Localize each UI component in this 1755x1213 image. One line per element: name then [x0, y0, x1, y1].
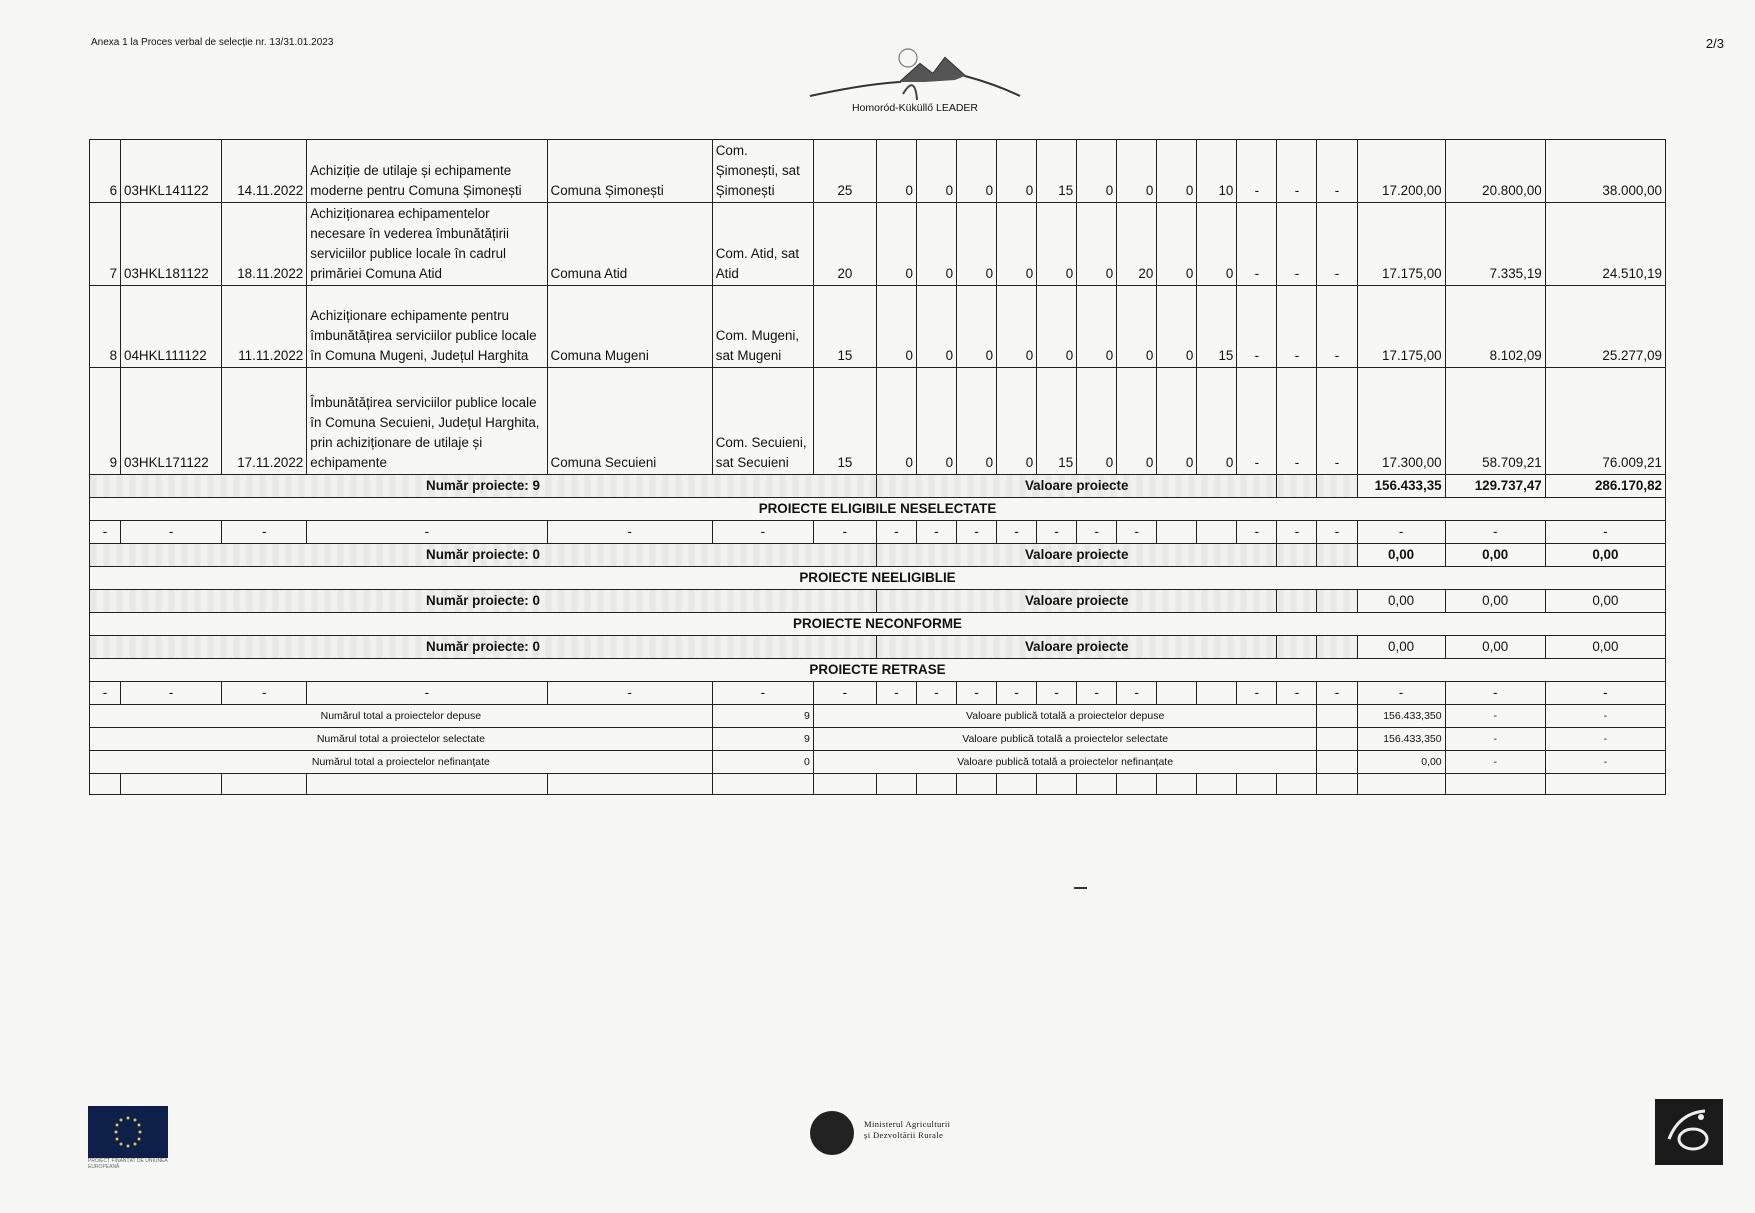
criterion-cell: 0	[917, 286, 957, 368]
stray-mark	[1074, 887, 1087, 889]
public-value-total: 0,00	[1357, 636, 1445, 659]
public-value: 17.175,00	[1357, 286, 1445, 368]
criterion-cell: -	[1237, 203, 1277, 286]
empty-cell	[1317, 774, 1357, 795]
dash-cell: -	[957, 521, 997, 544]
empty-cell	[1157, 774, 1197, 795]
table-row	[90, 203, 1666, 286]
empty-cell	[1277, 636, 1317, 659]
grand-total: 0,00	[1545, 590, 1665, 613]
public-value: 17.300,00	[1357, 368, 1445, 475]
dash-cell: -	[1445, 521, 1545, 544]
totals-row	[90, 705, 1666, 728]
grand-total: 0,00	[1545, 636, 1665, 659]
section-title: PROIECTE RETRASE	[90, 659, 1666, 682]
empty-cell	[1197, 682, 1237, 705]
dash-cell: -	[1117, 682, 1157, 705]
private-value-total: 0,00	[1445, 544, 1545, 567]
empty-cell	[1197, 774, 1237, 795]
grand-total: 286.170,82	[1545, 475, 1665, 498]
section-title: PROIECTE ELIGIBILE NESELECTATE	[90, 498, 1666, 521]
dash-cell: -	[222, 521, 307, 544]
project-count: Număr proiecte: 9	[90, 475, 877, 498]
public-value: 17.175,00	[1357, 203, 1445, 286]
dash-cell: -	[1277, 521, 1317, 544]
empty-cell	[307, 774, 547, 795]
criterion-cell: -	[1317, 140, 1357, 203]
empty-cell	[1545, 774, 1665, 795]
project-location: Com. Atid, sat Atid	[712, 203, 813, 286]
dash-cell: -	[876, 521, 916, 544]
criterion-cell: -	[1277, 203, 1317, 286]
criterion-cell: 0	[917, 140, 957, 203]
project-title: Achiziționare echipamente pentru îmbunătățirea serviciilor publice locale în Comuna Mugeni, Județul Harghita	[307, 286, 547, 368]
dash-cell: -	[1545, 728, 1665, 751]
criterion-cell: 0	[1037, 286, 1077, 368]
section-header	[90, 659, 1666, 682]
section-header	[90, 567, 1666, 590]
empty-dash-row	[90, 682, 1666, 705]
criterion-cell: 0	[1197, 203, 1237, 286]
logo-caption: Homoród-Küküllő LEADER	[851, 102, 979, 114]
dash-cell: -	[813, 682, 876, 705]
criterion-cell: -	[1277, 286, 1317, 368]
criterion-cell: 15	[1037, 140, 1077, 203]
criterion-cell: 20	[1117, 203, 1157, 286]
criterion-cell: 0	[957, 140, 997, 203]
eu-caption: PROIECT FINANȚAT DE UNIUNEA EUROPEANĂ	[88, 1158, 168, 1170]
private-value-total: 0,00	[1445, 636, 1545, 659]
private-value-total: 129.737,47	[1445, 475, 1545, 498]
private-value: 7.335,19	[1445, 203, 1545, 286]
criterion-cell: 0	[1117, 286, 1157, 368]
grand-total: 0,00	[1545, 544, 1665, 567]
totals-value-label: Valoare publică totală a proiectelor depuse	[813, 705, 1317, 728]
totals-count: 0	[712, 751, 813, 774]
dash-cell: -	[957, 682, 997, 705]
empty-dash-row	[90, 521, 1666, 544]
totals-count: 9	[712, 728, 813, 751]
criterion-cell: 15	[1197, 286, 1237, 368]
criterion-cell: 0	[957, 368, 997, 475]
total-value: 76.009,21	[1545, 368, 1665, 475]
dash-cell: -	[1357, 521, 1445, 544]
project-location: Com. Șimonești, sat Șimonești	[712, 140, 813, 203]
ministry-line-2: și Dezvoltării Rurale	[864, 1130, 944, 1140]
criterion-cell: -	[1317, 203, 1357, 286]
criterion-cell: 0	[1077, 203, 1117, 286]
empty-cell	[1317, 590, 1357, 613]
dash-cell: -	[1545, 521, 1665, 544]
dash-cell: -	[997, 521, 1037, 544]
empty-cell	[1317, 728, 1357, 751]
empty-cell	[547, 774, 712, 795]
totals-value: 0,00	[1357, 751, 1445, 774]
empty-cell	[876, 774, 916, 795]
project-code: 03HKL171122	[121, 368, 222, 475]
project-count: Număr proiecte: 0	[90, 544, 877, 567]
criterion-cell: 0	[1157, 140, 1197, 203]
project-applicant: Comuna Șimonești	[547, 140, 712, 203]
dash-cell: -	[712, 682, 813, 705]
criterion-cell: 0	[1077, 286, 1117, 368]
project-title: Achiziție de utilaje și echipamente moderne pentru Comuna Șimonești	[307, 140, 547, 203]
criterion-cell: -	[1317, 286, 1357, 368]
criterion-cell: 0	[997, 140, 1037, 203]
project-title: Achiziționarea echipamentelor necesare în vederea îmbunătățirii serviciilor publice locale în cadrul primăriei Comuna Atid	[307, 203, 547, 286]
romania-coat-of-arms-icon	[810, 1111, 854, 1155]
total-value: 24.510,19	[1545, 203, 1665, 286]
section-title: PROIECTE NEELIGIBLIE	[90, 567, 1666, 590]
empty-cell	[997, 774, 1037, 795]
empty-cell	[1157, 682, 1197, 705]
leader-logo-icon	[1655, 1099, 1723, 1165]
totals-count: 9	[712, 705, 813, 728]
project-score: 20	[813, 203, 876, 286]
empty-cell	[1317, 636, 1357, 659]
project-count: Număr proiecte: 0	[90, 636, 877, 659]
empty-cell	[1117, 774, 1157, 795]
empty-cell	[1277, 774, 1317, 795]
criterion-cell: 0	[876, 286, 916, 368]
criterion-cell: 0	[1077, 140, 1117, 203]
empty-cell	[1277, 544, 1317, 567]
criterion-cell: 0	[1157, 368, 1197, 475]
dash-cell: -	[547, 521, 712, 544]
dash-cell: -	[917, 521, 957, 544]
project-nr: 6	[90, 140, 121, 203]
private-value: 58.709,21	[1445, 368, 1545, 475]
criterion-cell: -	[1277, 368, 1317, 475]
dash-cell: -	[1077, 682, 1117, 705]
project-score: 15	[813, 368, 876, 475]
criterion-cell: 0	[1077, 368, 1117, 475]
empty-row	[90, 774, 1666, 795]
eu-flag-icon	[88, 1106, 168, 1158]
dash-cell: -	[1545, 705, 1665, 728]
ministry-name	[864, 1119, 950, 1141]
public-value: 17.200,00	[1357, 140, 1445, 203]
criterion-cell: 0	[876, 203, 916, 286]
empty-cell	[1317, 475, 1357, 498]
ministry-line-1: Ministerul Agriculturii	[864, 1119, 951, 1129]
criterion-cell: 10	[1197, 140, 1237, 203]
private-value-total: 0,00	[1445, 590, 1545, 613]
dash-cell: -	[1277, 682, 1317, 705]
dash-cell: -	[1117, 521, 1157, 544]
dash-cell: -	[876, 682, 916, 705]
project-location: Com. Secuieni, sat Secuieni	[712, 368, 813, 475]
public-value-total: 0,00	[1357, 544, 1445, 567]
project-nr: 7	[90, 203, 121, 286]
private-value: 8.102,09	[1445, 286, 1545, 368]
empty-cell	[917, 774, 957, 795]
annex-reference: Anexa 1 la Proces verbal de selecție nr. 13/31.01.2023	[91, 37, 334, 48]
empty-cell	[1197, 521, 1237, 544]
criterion-cell: 0	[1157, 203, 1197, 286]
criterion-cell: 0	[1197, 368, 1237, 475]
empty-cell	[712, 774, 813, 795]
empty-cell	[1277, 590, 1317, 613]
dash-cell: -	[1237, 521, 1277, 544]
homorod-kukullo-logo	[800, 44, 1030, 124]
dash-cell: -	[1237, 682, 1277, 705]
dash-cell: -	[90, 521, 121, 544]
dash-cell: -	[712, 521, 813, 544]
table-row	[90, 140, 1666, 203]
totals-label: Numărul total a proiectelor selectate	[90, 728, 713, 751]
totals-value: 156.433,350	[1357, 728, 1445, 751]
project-applicant: Comuna Secuieni	[547, 368, 712, 475]
value-label: Valoare proiecte	[876, 636, 1276, 659]
criterion-cell: 0	[957, 203, 997, 286]
table-row	[90, 368, 1666, 475]
dash-cell: -	[307, 682, 547, 705]
criterion-cell: 0	[1117, 140, 1157, 203]
totals-value-label: Valoare publică totală a proiectelor selectate	[813, 728, 1317, 751]
dash-cell: -	[1545, 682, 1665, 705]
project-nr: 9	[90, 368, 121, 475]
empty-cell	[1237, 774, 1277, 795]
selection-table	[89, 139, 1666, 795]
private-value: 20.800,00	[1445, 140, 1545, 203]
empty-cell	[813, 774, 876, 795]
dash-cell: -	[222, 682, 307, 705]
dash-cell: -	[121, 682, 222, 705]
totals-label: Numărul total a proiectelor depuse	[90, 705, 713, 728]
dash-cell: -	[1317, 682, 1357, 705]
criterion-cell: 0	[1117, 368, 1157, 475]
empty-cell	[1317, 705, 1357, 728]
dash-cell: -	[1037, 682, 1077, 705]
value-label: Valoare proiecte	[876, 475, 1276, 498]
value-label: Valoare proiecte	[876, 590, 1276, 613]
project-location: Com. Mugeni, sat Mugeni	[712, 286, 813, 368]
empty-cell	[1277, 475, 1317, 498]
dash-cell: -	[1357, 682, 1445, 705]
project-score: 15	[813, 286, 876, 368]
dash-cell: -	[547, 682, 712, 705]
project-date: 14.11.2022	[222, 140, 307, 203]
total-value: 38.000,00	[1545, 140, 1665, 203]
dash-cell: -	[997, 682, 1037, 705]
dash-cell: -	[1445, 682, 1545, 705]
totals-row	[90, 751, 1666, 774]
empty-cell	[1445, 774, 1545, 795]
empty-cell	[1357, 774, 1445, 795]
project-code: 03HKL141122	[121, 140, 222, 203]
summary-row-selected	[90, 475, 1666, 498]
dash-cell: -	[813, 521, 876, 544]
public-value-total: 0,00	[1357, 590, 1445, 613]
summary-row-nonconform	[90, 636, 1666, 659]
project-applicant: Comuna Atid	[547, 203, 712, 286]
summary-row-eligible	[90, 544, 1666, 567]
project-score: 25	[813, 140, 876, 203]
totals-label: Numărul total a proiectelor nefinanțate	[90, 751, 713, 774]
criterion-cell: 0	[876, 140, 916, 203]
dash-cell: -	[307, 521, 547, 544]
criterion-cell: 0	[876, 368, 916, 475]
empty-cell	[1317, 544, 1357, 567]
criterion-cell: 0	[917, 203, 957, 286]
criterion-cell: -	[1237, 140, 1277, 203]
section-title: PROIECTE NECONFORME	[90, 613, 1666, 636]
dash-cell: -	[1445, 751, 1545, 774]
empty-cell	[1077, 774, 1117, 795]
project-date: 17.11.2022	[222, 368, 307, 475]
criterion-cell: 0	[1037, 203, 1077, 286]
empty-cell	[1317, 751, 1357, 774]
totals-value-label: Valoare publică totală a proiectelor nefinanțate	[813, 751, 1317, 774]
empty-cell	[121, 774, 222, 795]
dash-cell: -	[917, 682, 957, 705]
total-value: 25.277,09	[1545, 286, 1665, 368]
dash-cell: -	[1037, 521, 1077, 544]
empty-cell	[1037, 774, 1077, 795]
criterion-cell: -	[1237, 368, 1277, 475]
project-date: 18.11.2022	[222, 203, 307, 286]
totals-row	[90, 728, 1666, 751]
ministry-logo	[810, 1111, 1000, 1155]
criterion-cell: 15	[1037, 368, 1077, 475]
dash-cell: -	[121, 521, 222, 544]
project-title: Îmbunătățirea serviciilor publice locale în Comuna Secuieni, Județul Harghita, prin achiziționare de utilaje și echipamente	[307, 368, 547, 475]
criterion-cell: -	[1237, 286, 1277, 368]
dash-cell: -	[1545, 751, 1665, 774]
project-code: 03HKL181122	[121, 203, 222, 286]
empty-cell	[90, 774, 121, 795]
table-row	[90, 286, 1666, 368]
project-applicant: Comuna Mugeni	[547, 286, 712, 368]
dash-cell: -	[1445, 705, 1545, 728]
project-count: Număr proiecte: 0	[90, 590, 877, 613]
empty-cell	[1157, 521, 1197, 544]
criterion-cell: -	[1317, 368, 1357, 475]
page-number: 2/3	[1705, 36, 1724, 51]
public-value-total: 156.433,35	[1357, 475, 1445, 498]
project-nr: 8	[90, 286, 121, 368]
project-code: 04HKL111122	[121, 286, 222, 368]
dash-cell: -	[90, 682, 121, 705]
project-date: 11.11.2022	[222, 286, 307, 368]
criterion-cell: 0	[997, 203, 1037, 286]
totals-value: 156.433,350	[1357, 705, 1445, 728]
summary-row-ineligible	[90, 590, 1666, 613]
mountain-logo-icon	[805, 44, 1025, 104]
empty-cell	[957, 774, 997, 795]
criterion-cell: 0	[917, 368, 957, 475]
dash-cell: -	[1317, 521, 1357, 544]
section-header	[90, 613, 1666, 636]
criterion-cell: 0	[957, 286, 997, 368]
dash-cell: -	[1445, 728, 1545, 751]
criterion-cell: 0	[997, 368, 1037, 475]
criterion-cell: 0	[997, 286, 1037, 368]
empty-cell	[222, 774, 307, 795]
criterion-cell: 0	[1157, 286, 1197, 368]
value-label: Valoare proiecte	[876, 544, 1276, 567]
dash-cell: -	[1077, 521, 1117, 544]
criterion-cell: -	[1277, 140, 1317, 203]
section-header	[90, 498, 1666, 521]
